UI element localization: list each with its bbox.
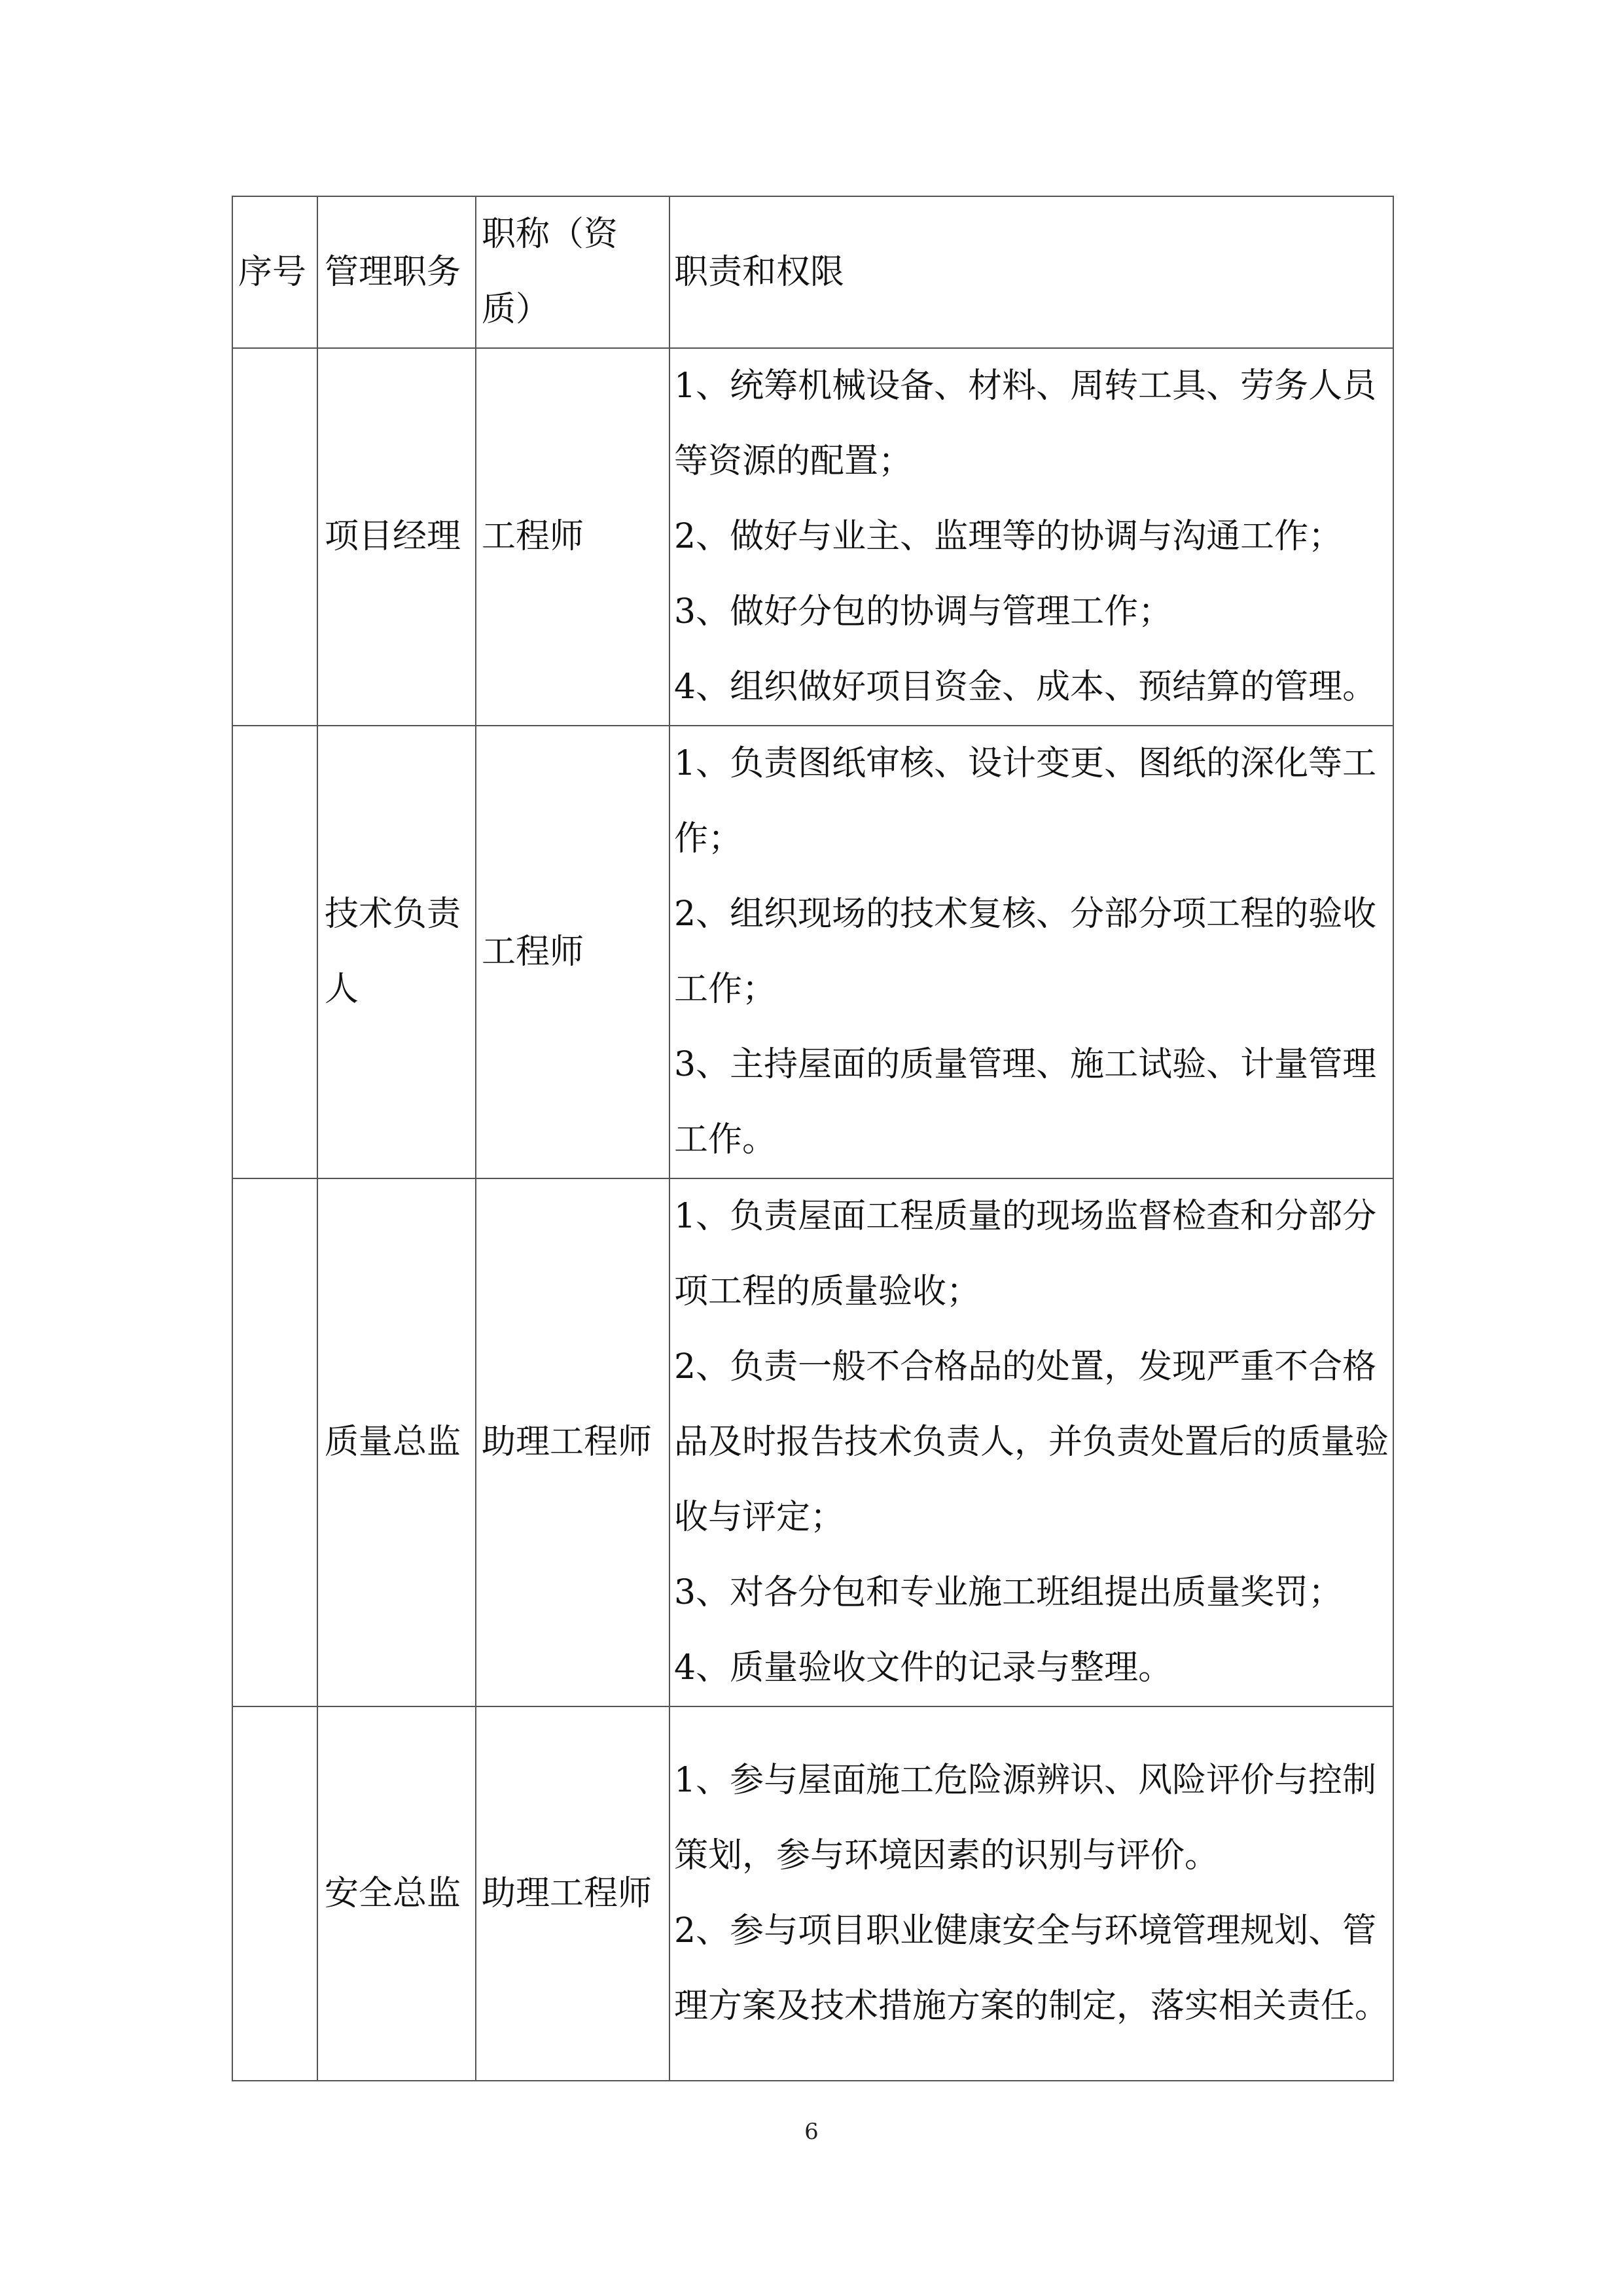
row-title: 工程师 [476, 726, 669, 1178]
row-role: 技术负责人 [317, 726, 476, 1178]
row-duties [669, 726, 1393, 1178]
row-index [232, 1178, 317, 1706]
row-duties [669, 348, 1393, 726]
responsibility-table [232, 196, 1394, 2081]
row-duties [669, 1178, 1393, 1706]
row-index [232, 1706, 317, 2081]
row-title: 助理工程师 [476, 1178, 669, 1706]
table-row [232, 348, 1393, 726]
header-title: 职称（资质） [476, 196, 669, 348]
duty-item: 3、主持屋面的质量管理、施工试验、计量管理工作。 [674, 1045, 1377, 1159]
row-index [232, 348, 317, 726]
duty-item: 3、做好分包的协调与管理工作； [674, 592, 1173, 631]
duty-item: 1、负责图纸审核、设计变更、图纸的深化等工作； [674, 744, 1377, 858]
row-title: 助理工程师 [476, 1706, 669, 2081]
page-number: 6 [804, 2119, 819, 2145]
header-index: 序号 [232, 196, 317, 348]
duty-item: 2、参与项目职业健康安全与环境管理规划、管理方案及技术措施方案的制定，落实相关责任。 [674, 1911, 1389, 2026]
duty-item: 4、组织做好项目资金、成本、预结算的管理。 [674, 667, 1377, 707]
row-role: 质量总监 [317, 1178, 476, 1706]
table-row [232, 1706, 1393, 2081]
row-duties [669, 1706, 1393, 2081]
table-row [232, 726, 1393, 1178]
duty-item: 2、组织现场的技术复核、分部分项工程的验收工作； [674, 894, 1377, 1009]
duty-item: 2、负责一般不合格品的处置，发现严重不合格品及时报告技术负责人，并负责处置后的质量验收与评定； [674, 1347, 1389, 1537]
duty-item: 4、质量验收文件的记录与整理。 [674, 1648, 1173, 1687]
table-header-row [232, 196, 1393, 348]
duty-item: 1、统筹机械设备、材料、周转工具、劳务人员等资源的配置； [674, 366, 1377, 481]
header-role: 管理职务 [317, 196, 476, 348]
table-row [232, 1178, 1393, 1706]
duty-item: 1、参与屋面施工危险源辨识、风险评价与控制策划，参与环境因素的识别与评价。 [674, 1761, 1377, 1875]
duty-item: 3、对各分包和专业施工班组提出质量奖罚； [674, 1573, 1343, 1612]
row-role: 安全总监 [317, 1706, 476, 2081]
duty-item: 2、做好与业主、监理等的协调与沟通工作； [674, 517, 1343, 556]
row-index [232, 726, 317, 1178]
row-role: 项目经理 [317, 348, 476, 726]
header-duties: 职责和权限 [669, 196, 1393, 348]
row-title: 工程师 [476, 348, 669, 726]
duty-item: 1、负责屋面工程质量的现场监督检查和分部分项工程的质量验收； [674, 1197, 1377, 1311]
